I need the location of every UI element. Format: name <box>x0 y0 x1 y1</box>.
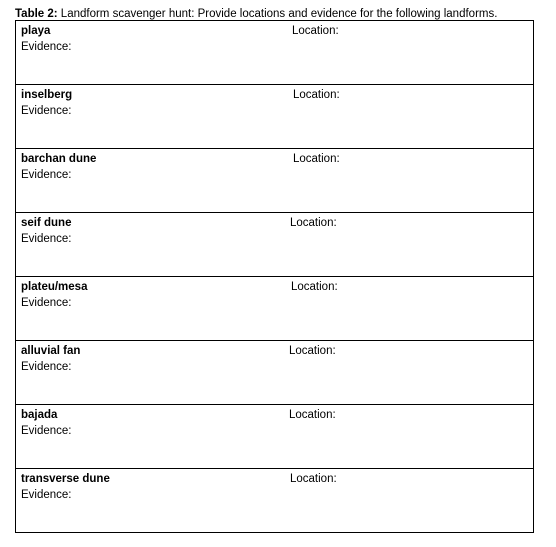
location-label: Location: <box>293 89 340 101</box>
table-cell <box>16 277 534 341</box>
landform-name: playa <box>21 25 51 37</box>
table-cell <box>16 149 534 213</box>
evidence-label: Evidence: <box>21 233 72 245</box>
landform-name: seif dune <box>21 217 72 229</box>
table-cell <box>16 21 534 85</box>
table-cell <box>16 85 534 149</box>
evidence-label: Evidence: <box>21 41 72 53</box>
landform-name: inselberg <box>21 89 73 101</box>
location-label: Location: <box>293 153 340 165</box>
table-cell <box>16 469 534 533</box>
location-label: Location: <box>292 25 339 37</box>
table-caption-text: Landform scavenger hunt: Provide locations and evidence for the following landforms. <box>57 8 498 20</box>
table-row <box>16 469 534 533</box>
table-row <box>16 149 534 213</box>
location-label: Location: <box>290 217 337 229</box>
table-row <box>16 21 534 85</box>
table-row <box>16 213 534 277</box>
table-row <box>16 405 534 469</box>
landform-name: transverse dune <box>21 473 110 485</box>
landform-table <box>15 20 534 533</box>
location-label: Location: <box>289 409 336 421</box>
table-cell <box>16 405 534 469</box>
table-cell <box>16 341 534 405</box>
table-row <box>16 277 534 341</box>
evidence-label: Evidence: <box>21 105 72 117</box>
location-label: Location: <box>290 473 337 485</box>
table-cell <box>16 213 534 277</box>
landform-name: plateu/mesa <box>21 281 88 293</box>
evidence-label: Evidence: <box>21 361 72 373</box>
landform-name: alluvial fan <box>21 345 81 357</box>
evidence-label: Evidence: <box>21 297 72 309</box>
table-row <box>16 341 534 405</box>
landform-name: barchan dune <box>21 153 97 165</box>
table-caption-label: Table 2: <box>15 8 58 20</box>
evidence-label: Evidence: <box>21 489 72 501</box>
evidence-label: Evidence: <box>21 169 72 181</box>
location-label: Location: <box>291 281 338 293</box>
table-row <box>16 85 534 149</box>
location-label: Location: <box>289 345 336 357</box>
evidence-label: Evidence: <box>21 425 72 437</box>
landform-name: bajada <box>21 409 58 421</box>
